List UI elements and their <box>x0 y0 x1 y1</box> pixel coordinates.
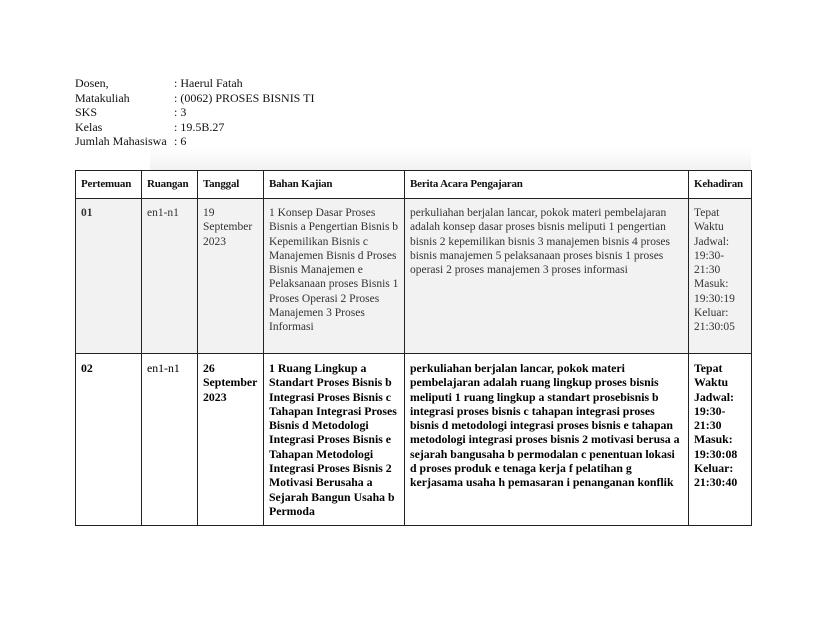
dosen-label: Dosen, <box>75 76 109 90</box>
kehadiran-jadwal: Jadwal: 19:30-21:30 <box>694 235 730 277</box>
berita-acara-cell: perkuliahan berjalan lancar, pokok materi pembelajaran adalah konsep dasar proses bisnis meliputi 1 pengertian bisnis 2 kepemilikan bisnis 3 manajemen bisnis 4 proses bisnis manajemen 5 pelaksanaan proses bisnis 1 proses operasi 2 proses manajemen 3 proses informasi <box>405 199 689 354</box>
bahan-kajian-cell: 1 Konsep Dasar Proses Bisnis a Pengertian Bisnis b Kepemilikan Bisnis c Manajemen Bisnis d Proses Bisnis Manajemen e Pelaksanaan proses Bisnis 1 Proses Operasi 2 Proses Manajemen 3 Proses Informasi <box>264 199 405 354</box>
kelas-label: Kelas <box>75 119 103 134</box>
sks-label: SKS <box>75 105 98 119</box>
matakuliah-value: : (0062) PROSES BISNIS TI <box>174 90 315 105</box>
pertemuan-cell: 02 <box>76 354 142 526</box>
table-header-row <box>76 171 752 199</box>
ruangan-cell: en1-n1 <box>142 199 198 354</box>
berita-acara-cell: perkuliahan berjalan lancar, pokok materi pembelajaran adalah ruang lingkup proses bisnis meliputi 1 ruang lingkup a standart prosebisnis b integrasi proses bisnis c tahapan integrasi proses bisnis d metodologi integrasi proses bisnis e tahapan metodologi integrasi proses bisnis 2 motivasi berusa a sejarah bangusaha b permodalan c penentuan lokasi d proses produk e tenaga kerja f pelatihan g kerjasama usaha h pemasaran i penanganan konflik <box>405 354 689 526</box>
kehadiran-cell <box>689 354 752 526</box>
sks-row <box>75 105 314 120</box>
kehadiran-keluar: Keluar: 21:30:40 <box>694 461 738 490</box>
header-ruangan: Ruangan <box>142 171 198 199</box>
header-bahan-kajian: Bahan Kajian <box>264 171 405 199</box>
kehadiran-masuk: Masuk: 19:30:19 <box>694 278 735 305</box>
attendance-table <box>75 170 752 526</box>
course-info <box>75 76 314 149</box>
dosen-value: : Haerul Fatah <box>174 76 243 90</box>
kehadiran-jadwal: Jadwal: 19:30-21:30 <box>694 389 734 433</box>
dosen-row <box>75 76 314 91</box>
jumlah-mahasiswa-row <box>75 134 314 149</box>
header-shade <box>150 148 751 170</box>
header-berita-acara: Berita Acara Pengajaran <box>405 171 689 199</box>
tanggal-cell: 19 September 2023 <box>198 199 264 354</box>
sks-value: : 3 <box>174 105 187 119</box>
jumlah-mahasiswa-value: : 6 <box>174 134 187 148</box>
table-row <box>76 199 752 354</box>
header-tanggal: Tanggal <box>198 171 264 199</box>
tanggal-cell: 26 September 2023 <box>198 354 264 526</box>
header-pertemuan: Pertemuan <box>76 171 142 199</box>
kehadiran-keluar: Keluar: 21:30:05 <box>694 307 735 334</box>
matakuliah-label: Matakuliah <box>75 90 130 105</box>
kehadiran-status: Tepat Waktu <box>694 361 729 390</box>
pertemuan-cell: 01 <box>76 199 142 354</box>
header-kehadiran: Kehadiran <box>689 171 752 199</box>
bahan-kajian-cell: 1 Ruang Lingkup a Standart Proses Bisnis b Integrasi Proses Bisnis c Tahapan Integrasi Proses Bisnis d Metodologi Integrasi Proses Bisnis e Tahapan Metodologi Integrasi Proses Bisnis 2 Motivasi Berusaha a Sejarah Bangun Usaha b Permoda <box>264 354 405 526</box>
kehadiran-masuk: Masuk: 19:30:08 <box>694 432 738 461</box>
kelas-value: : 19.5B.27 <box>174 119 225 134</box>
ruangan-cell: en1-n1 <box>142 354 198 526</box>
table-row <box>76 354 752 526</box>
matakuliah-row <box>75 91 314 106</box>
kelas-row <box>75 120 314 135</box>
kehadiran-status: Tepat Waktu <box>694 207 724 234</box>
kehadiran-cell <box>689 199 752 354</box>
jumlah-mahasiswa-label: Jumlah Mahasiswa <box>75 134 167 148</box>
